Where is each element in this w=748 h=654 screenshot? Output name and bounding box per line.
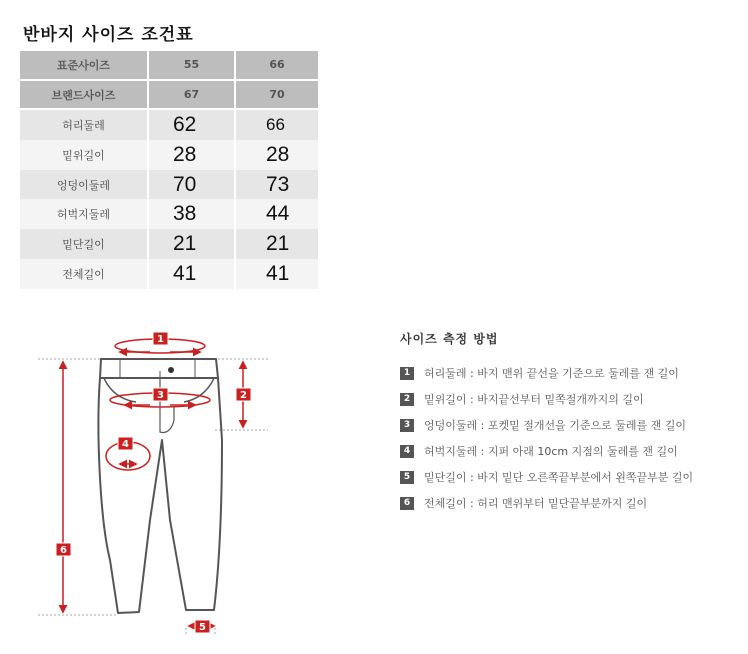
row-label: 엉덩이둘레: [20, 170, 147, 200]
header-value: 55: [147, 51, 234, 81]
guide-text: 허벅지둘레 : 지퍼 아래 10cm 지점의 둘레를 잰 길이: [424, 445, 678, 458]
number-badge: 2: [400, 393, 414, 406]
row-label: 전체길이: [20, 259, 147, 289]
marker-6-icon: [56, 543, 71, 556]
table-header-row: [20, 81, 318, 111]
list-item: [400, 464, 693, 490]
svg-text:4: 4: [122, 439, 129, 450]
measurement-guide-title: 사이즈 측정 방법: [400, 332, 499, 346]
table-row: [20, 170, 318, 200]
row-value: 44: [234, 199, 318, 229]
guide-text: 전체길이 : 허리 맨위부터 밑단끝부분까지 길이: [424, 497, 648, 510]
svg-text:5: 5: [199, 622, 206, 633]
list-item: [400, 490, 693, 516]
row-value: 21: [147, 229, 234, 259]
header-value: 66: [234, 51, 318, 81]
page-title: 반바지 사이즈 조건표: [23, 25, 194, 45]
svg-text:1: 1: [157, 334, 164, 345]
size-table: [20, 51, 318, 289]
header-label: 표준사이즈: [20, 51, 147, 81]
table-row: [20, 259, 318, 289]
number-badge: 6: [400, 497, 414, 510]
marker-2-icon: [236, 388, 251, 401]
table-row: [20, 229, 318, 259]
row-value: 73: [234, 170, 318, 200]
row-value: 41: [147, 259, 234, 289]
svg-text:2: 2: [240, 390, 247, 401]
row-value: 28: [234, 140, 318, 170]
header-label: 브랜드사이즈: [20, 81, 147, 111]
marker-5-icon: [195, 620, 210, 633]
table-row: [20, 140, 318, 170]
row-label: 밑단길이: [20, 229, 147, 259]
guide-text: 허리둘레 : 바지 맨위 끝선을 기준으로 둘레를 잰 길이: [424, 367, 679, 380]
list-item: [400, 438, 693, 464]
guide-text: 밑단길이 : 바지 밑단 오른쪽끝부분에서 왼쪽끝부분 길이: [424, 471, 694, 484]
table-header-row: [20, 51, 318, 81]
number-badge: 1: [400, 367, 414, 380]
number-badge: 3: [400, 419, 414, 432]
marker-4-icon: [118, 437, 133, 450]
table-row: [20, 199, 318, 229]
row-value: 38: [147, 199, 234, 229]
pants-measurement-diagram: [0, 320, 300, 654]
list-item: [400, 360, 693, 386]
row-value: 28: [147, 140, 234, 170]
header-value: 70: [234, 81, 318, 111]
header-value: 67: [147, 81, 234, 111]
row-value: 41: [234, 259, 318, 289]
list-item: [400, 412, 693, 438]
measurement-guide-list: [400, 360, 693, 516]
row-label: 허벅지둘레: [20, 199, 147, 229]
list-item: [400, 386, 693, 412]
row-label: 허리둘레: [20, 110, 147, 140]
guide-text: 밑위길이 : 바지끝선부터 밑쪽절개까지의 길이: [424, 393, 644, 406]
marker-3-icon: [153, 388, 168, 401]
row-value: 21: [234, 229, 318, 259]
guide-text: 엉덩이둘레 : 포켓밑 절개선을 기준으로 둘레를 잰 길이: [424, 419, 686, 432]
number-badge: 4: [400, 445, 414, 458]
row-value: 62: [147, 110, 234, 140]
table-row: [20, 110, 318, 140]
button-icon: [168, 367, 174, 373]
marker-1-icon: [153, 332, 168, 345]
svg-text:6: 6: [60, 545, 67, 556]
number-badge: 5: [400, 471, 414, 484]
row-label: 밑위길이: [20, 140, 147, 170]
row-value: 70: [147, 170, 234, 200]
row-value: 66: [234, 110, 318, 140]
svg-text:3: 3: [157, 390, 164, 401]
